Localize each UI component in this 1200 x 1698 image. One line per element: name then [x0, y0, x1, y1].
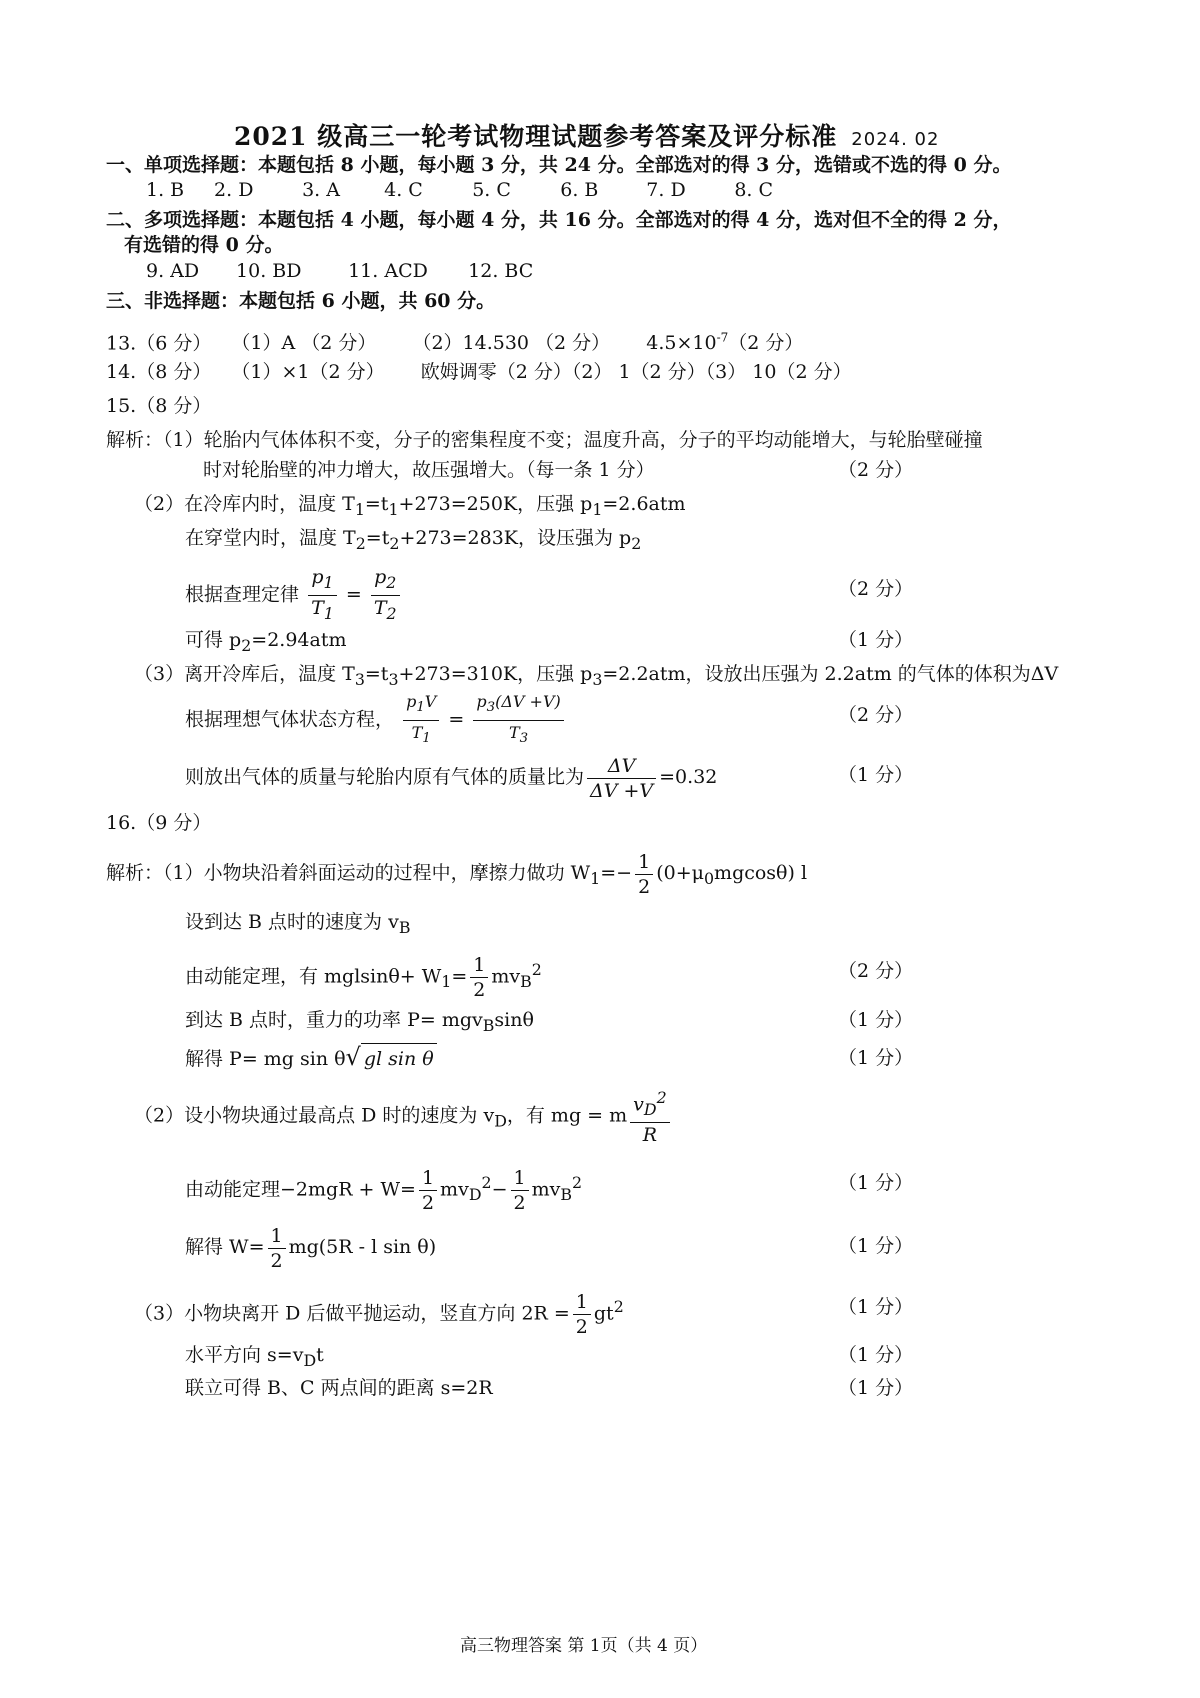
q15-p1a: 解析：（1）轮胎内气体体积不变，分子的密集程度不变；温度升高，分子的平均动能增大，与轮胎壁碰撞 [106, 429, 983, 451]
q16-p1d-points: （1 分） [838, 1009, 914, 1031]
q16-p1a: 解析：（1）小物块沿着斜面运动的过程中，摩擦力做功 $W_1=-$ $\frac{1}{2}$ $(0+\mu_0mgcos\theta)$ l [106, 850, 808, 898]
answer-12: 12. BC [468, 260, 534, 282]
answer-3: 3. A [302, 179, 340, 201]
answer-2: 2. D [214, 179, 254, 201]
q14-label: 14.（8 分） [106, 361, 212, 383]
q15-p2c-points: （2 分） [838, 578, 914, 600]
q13-answer-3: $4.5\times 10^{-7}(2$ 分） [646, 331, 804, 355]
q16-p1c-points: （2 分） [838, 960, 914, 982]
q15-charles-law: 根据查理定律 $\frac{p_1}{T_1}$ = $\frac{p_2}{T_2}$ [185, 565, 403, 626]
q13-answer-2: （2）14.530 （2 分） [412, 332, 611, 355]
exam-date: 2024. 02 [851, 129, 940, 150]
answer-11: 11. ACD [348, 260, 428, 282]
q16-p1b: 设到达 B 点时的速度为 $v_B$ [185, 911, 411, 937]
answer-4: 4. C [384, 179, 423, 201]
q16-p1e-points: （1 分） [838, 1047, 914, 1069]
q16-p1e: 解得 P= mg sin θ√ gl sin θ [185, 1042, 437, 1074]
q16-p2a: （2）设小物块通过最高点 D 时的速度为 $v_D$，有 mg = m $\frac{v_D^2}{R}$ [134, 1086, 673, 1147]
answer-1: 1. B [146, 179, 185, 201]
q15-p2b: 在穿堂内时，温度 $T_2=t_2+273=283K$，设压强为 $p_2$ [185, 527, 642, 553]
q16-p3c-points: （1 分） [838, 1377, 914, 1399]
q15-p2d: 可得 $p_2=2.94atm$ [185, 629, 347, 655]
q15-p2a: （2）在冷库内时，温度 $T_1=t_1+273=250K$，压强 $p_1=2.6atm$ [134, 493, 686, 519]
q16-p2c: 解得 W= $\frac{1}{2}$ mg(5R - l sin θ) [185, 1224, 437, 1272]
section2-heading: 二、多项选择题：本题包括 4 小题，每小题 4 分，共 16 分。全部选对的得 4 分，选对但不全的得 2 分， [106, 209, 1012, 231]
q16-p2c-points: （1 分） [838, 1235, 914, 1257]
answer-8: 8. C [734, 179, 774, 201]
section3-heading: 三、非选择题：本题包括 6 小题，共 60 分。 [106, 290, 496, 312]
q15-p3c-points: （1 分） [838, 764, 914, 786]
q16-p3b-points: （1 分） [838, 1344, 914, 1366]
q15-p1-points: （2 分） [838, 459, 914, 481]
section2-answers [146, 258, 533, 284]
q16-label: 16.（9 分） [106, 812, 212, 834]
q14-answer-1: （1）×1（2 分） [231, 361, 385, 383]
q16-p3b: 水平方向 $s=v_Dt$ [185, 1344, 324, 1370]
q16-p1d: 到达 B 点时，重力的功率 P= mgv$_B$sinθ [185, 1009, 534, 1035]
q16-p2b-points: （1 分） [838, 1172, 914, 1194]
page-footer: 高三物理答案 第 1页（共 4 页） [460, 1636, 708, 1656]
q15-p3a: （3）离开冷库后，温度 $T_3=t_3+273=310K$，压强 $p_3=2.2atm$，设放出压强为 2.2atm 的气体的体积为ΔV [134, 663, 1059, 689]
q15-p1b: 时对轮胎壁的冲力增大，故压强增大。（每一条 1 分） [203, 459, 655, 481]
answer-6: 6. B [560, 179, 599, 201]
q16-p3c: 联立可得 B、C 两点间的距离 s=2R [185, 1377, 493, 1399]
q14-line [106, 359, 852, 385]
answer-7: 7. D [646, 179, 686, 201]
q16-p3a-points: （1 分） [838, 1296, 914, 1318]
section1-heading: 一、单项选择题：本题包括 8 小题，每小题 3 分，共 24 分。全部选对的得 3 分，选错或不选的得 0 分。 [106, 154, 1012, 176]
q13-line [106, 325, 803, 356]
answer-9: 9. AD [146, 260, 200, 282]
page-title [234, 124, 939, 153]
q15-ideal-gas: 根据理想气体状态方程， $\frac{p_1V}{T_1}$ = $\frac{p_3(\Delta V +V)}{T_3}$ [185, 690, 567, 751]
q16-p3a: （3）小物块离开 D 后做平抛运动，竖直方向 2R = $\frac{1}{2}$ $gt^2$ [134, 1290, 624, 1338]
section2-heading-cont: 有选错的得 0 分。 [124, 234, 284, 256]
q14-answer-2: 欧姆调零（2 分）（2） 1（2 分）（3） 10（2 分） [420, 361, 852, 383]
q13-label: 13.（6 分） [106, 332, 212, 355]
section1-answers [146, 177, 773, 203]
q15-p3b-points: （2 分） [838, 704, 914, 726]
q15-label: 15.（8 分） [106, 395, 212, 417]
q15-mass-ratio: 则放出气体的质量与轮胎内原有气体的质量比为 $\frac{\Delta V}{\Delta V +V}$ =0.32 [185, 754, 718, 802]
q13-answer-1: （1）A （2 分） [231, 332, 377, 355]
q15-p2d-points: （1 分） [838, 629, 914, 651]
q16-p2b: 由动能定理−2mgR + W= $\frac{1}{2}$ $mv_D^2-$ $\frac{1}{2}$ $mv_B^2$ [185, 1166, 583, 1214]
answer-5: 5. C [472, 179, 511, 201]
title-text: 2021 级高三一轮考试物理试题参考答案及评分标准 [234, 122, 838, 151]
answer-10: 10. BD [236, 260, 302, 282]
q16-p1c: 由动能定理，有 $mglsin\theta+ W_1=$ $\frac{1}{2}$ $mv_B^2$ [185, 953, 542, 1001]
